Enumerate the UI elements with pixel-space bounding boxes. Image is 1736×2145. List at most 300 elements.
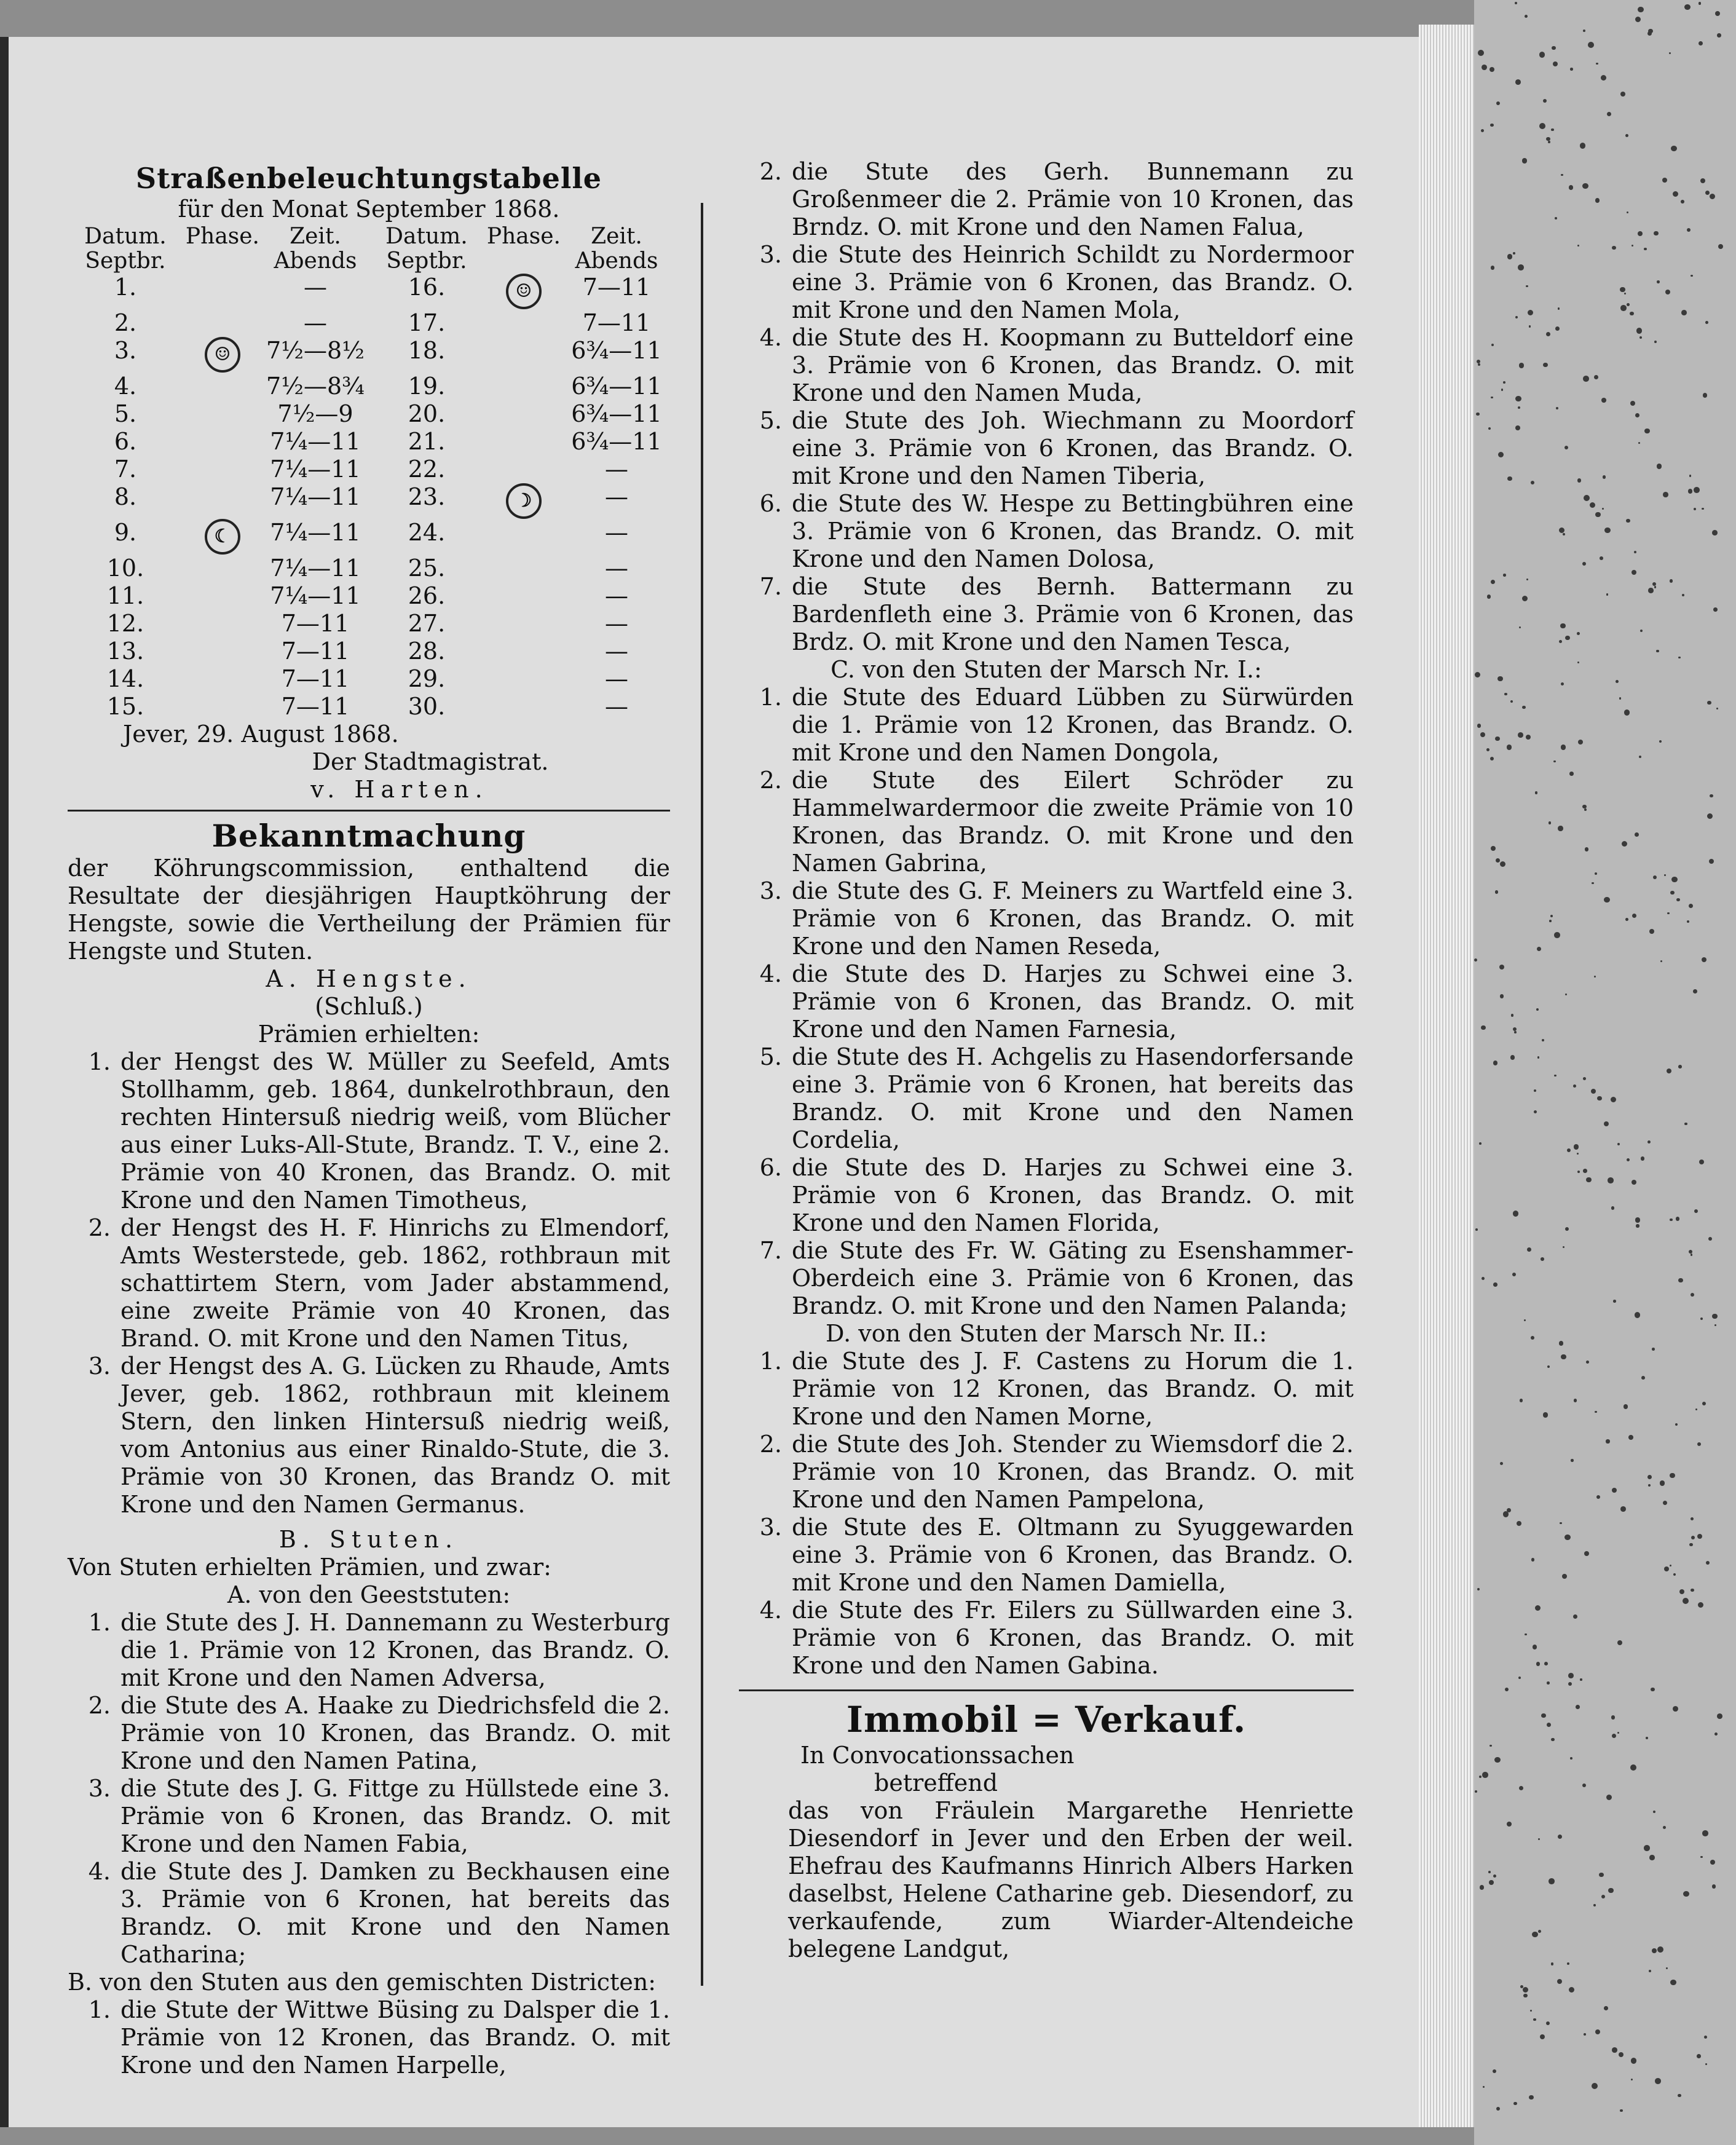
table-row: [68, 337, 670, 373]
cover-speck: [1576, 1705, 1580, 1709]
cover-speck: [1649, 929, 1654, 934]
table-cell: [484, 483, 563, 519]
cover-speck: [1641, 1376, 1645, 1380]
cover-speck: [1708, 1237, 1712, 1241]
item-number: 3.: [759, 1514, 782, 1541]
item-number: 1.: [759, 1348, 782, 1375]
cover-speck: [1640, 630, 1643, 632]
table-cell: 13.: [106, 638, 144, 665]
cover-speck: [1702, 957, 1706, 962]
gemischt-heading: B. von den Stuten aus den gemischten Districten:: [68, 1969, 657, 1996]
cover-speck: [1577, 632, 1580, 635]
cover-speck: [1570, 68, 1573, 71]
table-cell: 18.: [408, 337, 446, 364]
cover-speck: [1657, 280, 1660, 283]
table-cell: 19.: [408, 373, 446, 400]
cover-speck: [1478, 363, 1480, 366]
cover-speck: [1560, 623, 1565, 628]
cover-speck: [1593, 1904, 1596, 1906]
table-header-cell: Phase.: [486, 224, 561, 249]
cover-speck: [1624, 293, 1626, 294]
cover-speck: [1699, 1159, 1705, 1165]
cover-speck: [1548, 141, 1550, 143]
cover-speck: [1620, 287, 1625, 292]
cover-speck: [1553, 760, 1555, 762]
cover-speck: [1551, 1962, 1554, 1965]
cover-speck: [1494, 1757, 1501, 1763]
cover-speck: [1611, 1206, 1614, 1209]
cover-speck: [1704, 2036, 1707, 2039]
cover-speck: [1536, 1662, 1540, 1665]
cover-speck: [1493, 1061, 1498, 1065]
item-text: die Stute des E. Oltmann zu Syuggewarden eine 3. Prämie von 6 Kronen, das Brandz. O. mit Krone und den Namen Damiella,: [792, 1514, 1354, 1596]
cover-speck: [1676, 898, 1680, 902]
cover-speck: [1702, 508, 1704, 510]
cover-speck: [1475, 1790, 1477, 1793]
cover-speck: [1577, 1171, 1580, 1173]
cover-speck: [1522, 158, 1528, 164]
cover-speck: [1569, 772, 1573, 775]
table-cell: [183, 665, 262, 693]
table-cell: —: [604, 693, 628, 720]
cover-speck: [1616, 680, 1619, 683]
list-item: [739, 158, 1354, 241]
cover-speck: [1652, 1348, 1655, 1351]
list-item: [739, 241, 1354, 324]
cover-speck: [1700, 178, 1705, 183]
cover-speck: [1582, 562, 1586, 566]
immobil-body: das von Fräulein Margarethe Henriette Diesendorf in Jever und den Erben der weil. Ehefrau des Kaufmanns Hinrich Albers Harken daselbst, Helene Catharine geb. Diesendorf, zu verkaufende, zum Wiarder-Altendeiche belegene Landgut,: [788, 1797, 1354, 1962]
table-cell: 7½—8½: [266, 337, 365, 364]
table-cell: 7—11: [281, 610, 350, 637]
cover-speck: [1602, 508, 1604, 510]
cover-speck: [1684, 1123, 1687, 1125]
table-cell: [183, 309, 262, 337]
cover-speck: [1520, 1399, 1523, 1402]
cover-speck: [1684, 4, 1691, 10]
cover-speck: [1653, 1811, 1655, 1813]
cover-speck: [1553, 61, 1558, 66]
table-cell: [183, 373, 262, 400]
cover-speck: [1717, 1713, 1722, 1719]
cover-speck: [1687, 228, 1691, 232]
cover-speck: [1503, 574, 1506, 577]
book-cover-board: [1474, 0, 1736, 2145]
cover-speck: [1619, 2052, 1624, 2057]
cover-speck: [1697, 1534, 1702, 1539]
cover-speck: [1480, 1885, 1485, 1890]
table-cell: 6¾—11: [571, 400, 662, 427]
cover-speck: [1646, 1737, 1648, 1739]
cover-speck: [1522, 706, 1525, 709]
cover-speck: [1666, 1967, 1668, 1970]
cover-speck: [1596, 63, 1598, 65]
cover-speck: [1568, 1682, 1572, 1686]
cover-speck: [1712, 1314, 1717, 1319]
cover-speck: [1662, 178, 1667, 183]
cover-speck: [1678, 657, 1680, 658]
cover-speck: [1507, 745, 1512, 750]
list-item: [739, 1431, 1354, 1514]
cover-speck: [1648, 1484, 1651, 1487]
cover-speck: [1652, 1948, 1657, 1953]
cover-speck: [1604, 527, 1610, 533]
cover-speck: [1522, 596, 1528, 601]
cover-speck: [1657, 464, 1662, 468]
cover-speck: [1517, 1521, 1521, 1526]
cover-speck: [1626, 519, 1630, 523]
cover-speck: [1489, 1745, 1492, 1747]
cover-speck: [1580, 143, 1585, 148]
cover-speck: [1683, 1891, 1689, 1897]
table-cell: —: [604, 555, 628, 582]
cover-speck: [1481, 1025, 1486, 1030]
full-moon-icon: ☺: [205, 337, 240, 373]
cover-speck: [1635, 832, 1639, 837]
cover-speck: [1546, 137, 1550, 141]
cover-speck: [1676, 1217, 1679, 1220]
section-divider: [68, 810, 670, 812]
cover-speck: [1681, 310, 1687, 315]
list-item: [739, 1514, 1354, 1597]
cover-speck: [1613, 1300, 1616, 1303]
item-number: 5.: [759, 1043, 782, 1070]
geest-heading: A. von den Geeststuten:: [227, 1581, 511, 1608]
cover-speck: [1705, 191, 1710, 196]
cover-speck: [1519, 363, 1525, 368]
list-item: [739, 490, 1354, 573]
item-number: 5.: [759, 407, 782, 434]
item-text: die Stute des Fr. W. Gäting zu Esenshammer-Oberdeich eine 3. Prämie von 6 Kronen, das Brandz. O. mit Krone und den Namen Palanda;: [792, 1237, 1354, 1319]
left-column: [68, 161, 670, 2079]
cover-speck: [1653, 875, 1657, 879]
cover-speck: [1594, 976, 1596, 978]
table-cell: [484, 665, 563, 693]
cover-speck: [1543, 1412, 1549, 1418]
cover-speck: [1557, 1979, 1562, 1984]
cover-speck: [1565, 636, 1569, 640]
cover-speck: [1503, 381, 1505, 384]
cover-speck: [1528, 310, 1533, 315]
cover-speck: [1547, 1723, 1551, 1727]
cover-speck: [1526, 285, 1528, 288]
cover-speck: [1620, 1506, 1626, 1512]
section-divider-right: [739, 1689, 1354, 1691]
geest-list: [68, 1609, 670, 1969]
cover-speck: [1710, 1860, 1715, 1865]
item-text: die Stute des H. Achgelis zu Hasendorfersande eine 3. Prämie von 6 Kronen, hat bereits das Brandz. O. mit Krone und den Namen Cordelia,: [792, 1043, 1354, 1153]
table-cell: 28.: [408, 638, 446, 665]
binding-gutter: [0, 37, 9, 2127]
table-header-cell: Phase.: [185, 224, 259, 249]
cover-speck: [1559, 527, 1564, 533]
item-number: 2.: [759, 1431, 782, 1458]
cover-speck: [1480, 732, 1485, 737]
item-text: die Stute des J. H. Dannemann zu Westerburg die 1. Prämie von 12 Kronen, das Brandz. O. mit Krone und den Namen Adversa,: [120, 1609, 670, 1691]
cover-speck: [1639, 336, 1643, 339]
table-cell: 8.: [114, 483, 137, 510]
list-item: [739, 877, 1354, 960]
table-cell: 6¾—11: [571, 373, 662, 400]
cover-speck: [1518, 732, 1523, 738]
cover-speck: [1583, 1169, 1587, 1172]
table-cell: 23.: [408, 483, 446, 510]
cover-speck: [1673, 191, 1678, 197]
cover-speck: [1513, 1027, 1517, 1031]
list-item: [739, 1348, 1354, 1431]
table-row: [68, 582, 670, 610]
table-cell: 12.: [106, 610, 144, 637]
cover-speck: [1604, 897, 1609, 903]
cover-speck: [1635, 413, 1639, 417]
table-cell: 7½—9: [277, 400, 353, 427]
table-cell: 7—11: [582, 309, 651, 336]
cover-speck: [1632, 914, 1636, 918]
list-item: [739, 960, 1354, 1043]
cover-speck: [1555, 326, 1560, 331]
cover-speck: [1495, 890, 1499, 894]
cover-speck: [1547, 1681, 1550, 1685]
table-cell: 4.: [114, 373, 137, 400]
cover-speck: [1665, 290, 1670, 294]
cover-speck: [1612, 2047, 1617, 2053]
item-text: die Stute des Gerh. Bunnemann zu Großenmeer die 2. Prämie von 10 Kronen, das Brndz. O. mit Krone und den Namen Falua,: [792, 158, 1354, 240]
signature-body: Der Stadtmagistrat.: [312, 748, 549, 775]
table-cell: 22.: [408, 456, 446, 483]
cover-speck: [1489, 67, 1494, 72]
cover-speck: [1606, 593, 1608, 595]
immobil-line2: betreffend: [874, 1769, 998, 1796]
marsch2-list: [739, 1348, 1354, 1680]
item-text: die Stute des Joh. Wiechmann zu Moordorf eine 3. Prämie von 6 Kronen, das Brandz. O. mit Krone und den Namen Tiberia,: [792, 407, 1354, 489]
table-cell: [484, 582, 563, 610]
marsch2-heading: D. von den Stuten der Marsch Nr. II.:: [825, 1320, 1268, 1347]
table-cell: [484, 274, 563, 309]
table-cell: 7—11: [281, 693, 350, 720]
cover-speck: [1567, 1148, 1571, 1152]
cover-speck: [1558, 307, 1560, 309]
cover-speck: [1515, 396, 1521, 401]
cover-speck: [1688, 489, 1693, 494]
item-text: die Stute des Eduard Lübben zu Sürwürden die 1. Prämie von 12 Kronen, das Brandz. O. mit Krone und den Namen Dongola,: [792, 684, 1354, 766]
item-text: die Stute des D. Harjes zu Schwei eine 3. Prämie von 6 Kronen, das Brandz. O. mit Krone und den Namen Farnesia,: [792, 960, 1354, 1043]
table-cell: —: [604, 456, 628, 483]
signature-place: Jever, 29. August 1868.: [123, 721, 399, 748]
item-text: die Stute des Heinrich Schildt zu Nordermoor eine 3. Prämie von 6 Kronen, das Brandz. O. mit Krone und den Namen Mola,: [792, 241, 1354, 323]
item-text: die Stute des D. Harjes zu Schwei eine 3. Prämie von 6 Kronen, das Brandz. O. mit Krone und den Namen Florida,: [792, 1154, 1354, 1236]
cover-speck: [1620, 2109, 1623, 2112]
cover-speck: [1559, 1341, 1563, 1345]
cover-speck: [1638, 231, 1643, 236]
table-cell: 7—11: [281, 638, 350, 665]
cover-speck: [1679, 1589, 1684, 1594]
cover-speck: [1507, 1822, 1512, 1827]
table-cell: 7¼—11: [270, 483, 361, 510]
cover-speck: [1654, 586, 1657, 588]
cover-speck: [1531, 1558, 1534, 1561]
list-item: [68, 1048, 670, 1214]
table-cell: 25.: [408, 555, 446, 582]
cover-speck: [1584, 2033, 1586, 2036]
cover-speck: [1512, 1273, 1516, 1276]
cover-speck: [1595, 198, 1600, 203]
list-item: [68, 1214, 670, 1353]
table-cell: —: [303, 309, 327, 336]
cover-speck: [1660, 1480, 1665, 1485]
list-item: [68, 1609, 670, 1692]
list-item: [739, 1597, 1354, 1680]
cover-speck: [1636, 1224, 1639, 1227]
cover-speck: [1625, 134, 1628, 137]
cover-speck: [1568, 1673, 1574, 1678]
cover-speck: [1691, 275, 1692, 277]
cover-speck: [1710, 794, 1713, 798]
item-number: 1.: [88, 1609, 111, 1636]
cover-speck: [1479, 1142, 1482, 1145]
cover-speck: [1487, 595, 1491, 598]
table-cell: [183, 456, 262, 483]
cover-speck: [1523, 1987, 1528, 1993]
table-cell: [484, 638, 563, 665]
cover-speck: [1567, 1962, 1569, 1965]
cover-speck: [1515, 425, 1520, 430]
cover-speck: [1493, 1282, 1497, 1287]
table-header-cell: Zeit. Abends: [274, 224, 357, 274]
cover-speck: [1538, 1838, 1540, 1840]
cover-speck: [1678, 1278, 1683, 1282]
cover-speck: [1554, 1075, 1556, 1077]
table-row: [68, 373, 670, 400]
cover-speck: [1501, 389, 1504, 391]
cover-speck: [1551, 1738, 1555, 1742]
cover-speck: [1573, 1614, 1577, 1619]
item-number: 3.: [759, 241, 782, 268]
cover-speck: [1583, 376, 1589, 382]
cover-speck: [1505, 1688, 1509, 1691]
cover-speck: [1491, 580, 1495, 584]
cover-speck: [1525, 1633, 1527, 1636]
cover-speck: [1612, 1734, 1617, 1739]
cover-speck: [1475, 1228, 1478, 1231]
cover-speck: [1534, 1110, 1537, 1113]
cover-speck: [1595, 872, 1597, 875]
cover-speck: [1669, 52, 1671, 54]
cover-speck: [1482, 1772, 1488, 1778]
cover-speck: [1529, 2095, 1534, 2100]
praemien-heading: Prämien erhielten:: [258, 1021, 480, 1048]
cover-speck: [1558, 826, 1563, 831]
item-number: 4.: [88, 1858, 111, 1885]
cover-speck: [1507, 476, 1512, 481]
list-item: [68, 1996, 670, 2079]
cover-speck: [1561, 745, 1566, 749]
table-cell: [183, 610, 262, 638]
table-row: [68, 428, 670, 456]
table-cell: [484, 309, 563, 337]
section-b-heading: B. Stuten.: [278, 1526, 459, 1553]
cover-speck: [1654, 341, 1657, 343]
cover-speck: [1683, 1598, 1689, 1604]
cover-speck: [1671, 146, 1676, 151]
cover-speck: [1694, 1209, 1698, 1213]
list-item: [739, 1237, 1354, 1320]
table-cell: 15.: [106, 693, 144, 720]
cover-speck: [1655, 2078, 1661, 2084]
cover-speck: [1715, 11, 1720, 16]
cover-speck: [1541, 1713, 1546, 1718]
cover-speck: [1673, 1706, 1678, 1712]
cover-speck: [1475, 672, 1481, 678]
cover-speck: [1582, 805, 1586, 808]
cover-speck: [1580, 1678, 1582, 1680]
section-a-heading: A. Hengste.: [266, 965, 472, 992]
table-cell: 17.: [408, 309, 446, 336]
cover-speck: [1561, 174, 1563, 176]
cover-speck: [1689, 1543, 1693, 1547]
list-item: [739, 684, 1354, 767]
cover-speck: [1691, 1517, 1694, 1520]
cover-speck: [1533, 2018, 1536, 2021]
cover-speck: [1631, 2058, 1637, 2064]
list-item: [739, 1154, 1354, 1237]
table-header-cell: Zeit. Abends: [575, 224, 658, 274]
table-cell: 7¼—11: [270, 555, 361, 582]
cover-speck: [1546, 2021, 1550, 2025]
table-cell: 11.: [106, 582, 144, 609]
cover-speck: [1563, 533, 1565, 535]
cover-speck: [1543, 99, 1547, 103]
table-row: [68, 483, 670, 519]
cover-speck: [1670, 1980, 1676, 1986]
cover-speck: [1539, 52, 1545, 57]
cover-speck: [1595, 1411, 1597, 1413]
cover-speck: [1550, 915, 1553, 917]
cover-speck: [1500, 861, 1505, 867]
cover-speck: [1511, 1014, 1514, 1017]
cover-speck: [1491, 397, 1493, 399]
table-cell: [183, 555, 262, 582]
cover-speck: [1664, 1566, 1669, 1571]
cover-speck: [1526, 735, 1531, 740]
cover-speck: [1563, 1246, 1564, 1248]
table-cell: 5.: [114, 400, 137, 427]
cover-speck: [1537, 947, 1541, 951]
cover-speck: [1611, 1715, 1616, 1720]
item-text: die Stute der Wittwe Büsing zu Dalsper die 1. Prämie von 12 Kronen, das Brandz. O. mit Krone und den Namen Harpelle,: [120, 1996, 670, 2079]
cover-speck: [1648, 588, 1654, 593]
table-cell: 1.: [114, 274, 137, 301]
cover-speck: [1631, 570, 1636, 575]
cover-speck: [1500, 994, 1504, 998]
cover-speck: [1694, 508, 1696, 510]
cover-speck: [1541, 1257, 1544, 1261]
cover-speck: [1611, 1097, 1616, 1102]
cover-speck: [1670, 1219, 1672, 1221]
cover-speck: [1527, 1247, 1531, 1252]
cover-speck: [1560, 1522, 1562, 1525]
cover-speck: [1504, 693, 1507, 696]
table-cell: 7—11: [582, 274, 651, 301]
cover-speck: [1493, 2069, 1496, 2073]
cover-speck: [1490, 124, 1493, 127]
cover-speck: [1577, 1153, 1579, 1155]
cover-speck: [1524, 1319, 1526, 1321]
cover-speck: [1601, 1895, 1605, 1898]
table-row: [68, 638, 670, 665]
cover-speck: [1607, 112, 1611, 116]
cover-speck: [1622, 841, 1627, 847]
cover-speck: [1525, 15, 1528, 18]
